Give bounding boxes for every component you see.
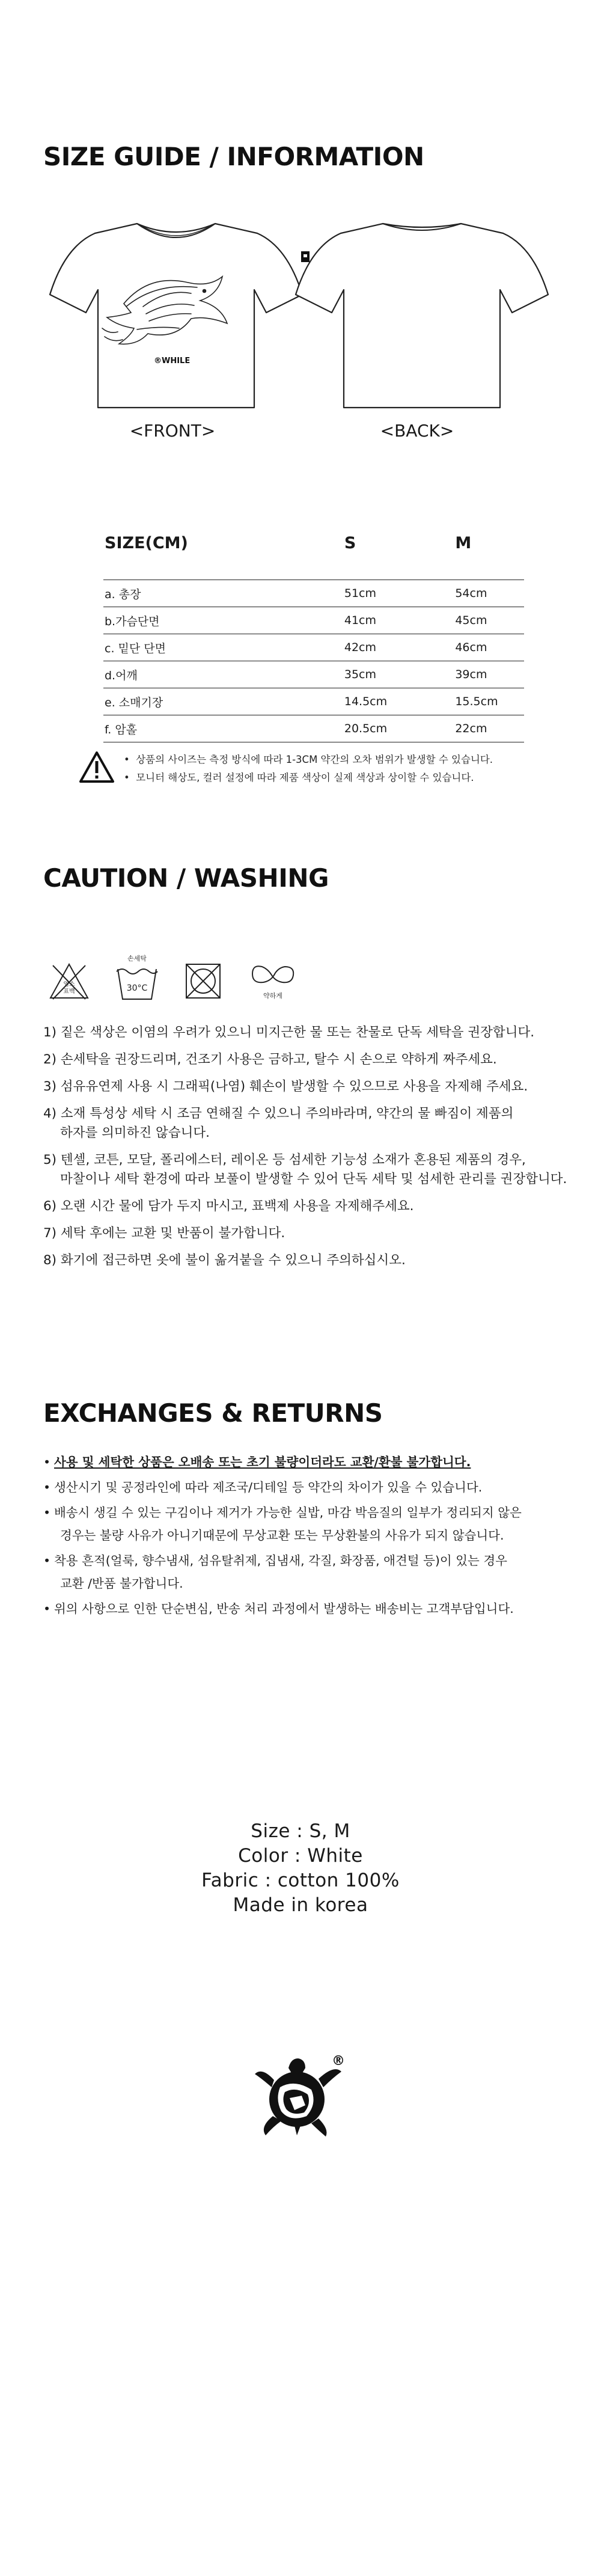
size-table [103,522,524,742]
tshirt-front-illustration [47,216,305,415]
svg-text:손세탁: 손세탁 [127,955,147,962]
notice-text: 상품의 사이즈는 측정 방식에 따라 1-3CM 약간의 오차 범위가 발생할 수 있습니다. [136,754,493,765]
product-info [0,1819,601,1918]
row-label: b.가슴단면 [105,614,160,628]
table-row [103,661,524,688]
header-s: S [344,533,356,552]
exchange-item: • 사용 및 세탁한 상품은 오배송 또는 초기 불량이더라도 교환/환불 불가합니다. [43,1455,471,1469]
caution-item-cont: 하자를 의미하진 않습니다. [60,1125,210,1140]
caution-item: 1) 짙은 색상은 이염의 우려가 있으니 미지근한 물 또는 찬물로 단독 세탁을 권장합니다. [43,1025,535,1040]
warning-icon [78,750,115,784]
table-row [103,580,524,607]
product-size: Size : S, M [251,1820,350,1842]
row-m: 15.5cm [455,695,498,708]
notice-text: 모니터 해상도, 컬러 설정에 따라 제품 색상이 실제 색상과 상이할 수 있습니다. [136,772,474,783]
row-m: 39cm [455,668,487,681]
row-label: d.어깨 [105,668,138,682]
back-label: <BACK> [380,421,454,441]
exchange-item-cont: 경우는 불량 사유가 아니기때문에 무상교환 또는 무상환불의 사유가 되지 않습니다. [60,1528,504,1543]
table-row [103,634,524,661]
caution-item: 6) 오랜 시간 물에 담가 두지 마시고, 표백제 사용을 자제해주세요. [43,1199,414,1214]
caution-item: 5) 텐셀, 코튼, 모달, 폴리에스터, 레이온 등 섬세한 기능성 소재가 혼용된 제품의 경우, [43,1152,526,1167]
row-s: 51cm [344,587,376,600]
row-label: e. 소매기장 [105,696,163,709]
product-fabric: Fabric : cotton 100% [201,1870,400,1891]
caution-item: 4) 소재 특성상 세탁 시 조금 연해질 수 있으니 주의바라며, 약간의 물 빠짐이 제품의 [43,1106,514,1121]
row-s: 20.5cm [344,722,388,735]
exchange-item: • 생산시기 및 공정라인에 따라 제조국/디테일 등 약간의 차이가 있을 수 있습니다. [43,1480,483,1495]
caution-item: 8) 화기에 접근하면 옷에 불이 옮겨붙을 수 있으니 주의하십시오. [43,1253,406,1268]
svg-text:30°C: 30°C [126,984,148,993]
exchange-text: 배송시 생길 수 있는 구김이나 제거가 가능한 실밥, 마감 박음질의 일부가 정리되지 않은 [54,1505,522,1520]
hand-wash-icon [114,953,160,1004]
exchange-text: 위의 사항으로 인한 단순변심, 반송 처리 과정에서 발생하는 배송비는 고객부담입니다. [54,1602,514,1616]
exchange-item: • 배송시 생길 수 있는 구김이나 제거가 가능한 실밥, 마감 박음질의 일부가 정리되지 않은 [43,1505,522,1520]
header-m: M [455,533,472,552]
row-s: 41cm [344,614,376,627]
exchange-item: • 착용 흔적(얼룩, 향수냄새, 섬유탈취제, 집냄새, 각질, 화장품, 애견털 등)이 있는 경우 [43,1553,507,1568]
row-s: 14.5cm [344,695,388,708]
svg-text:표백: 표백 [63,988,75,995]
exchange-text: 사용 및 세탁한 상품은 오배송 또는 초기 불량이더라도 교환/환불 불가합니다. [54,1455,471,1469]
header-size: SIZE(CM) [105,533,188,552]
row-s: 42cm [344,641,376,654]
row-label: c. 밑단 단면 [105,641,166,655]
front-print-logo: ®WHILE [154,356,191,366]
caution-item-cont: 마찰이나 세탁 환경에 따라 보풀이 발생할 수 있어 단독 세탁 및 섬세한 관리를 권장합니다. [60,1172,567,1187]
product-color: Color : White [238,1845,363,1867]
row-label: a. 총장 [105,587,141,601]
exchanges-title: EXCHANGES & RETURNS [43,1398,383,1428]
notice-line: • 모니터 해상도, 컬러 설정에 따라 제품 색상이 실제 색상과 상이할 수 있습니다. [124,772,474,783]
registered-mark: ® [332,2054,345,2069]
front-label: <FRONT> [129,421,216,441]
notice-line: • 상품의 사이즈는 측정 방식에 따라 1-3CM 약간의 오차 범위가 발생할 수 있습니다. [124,754,493,765]
caution-item: 2) 손세탁을 권장드리며, 건조기 사용은 금하고, 탈수 시 손으로 약하게 짜주세요. [43,1052,497,1067]
exchange-item: • 위의 사항으로 인한 단순변심, 반송 처리 과정에서 발생하는 배송비는 고객부담입니다. [43,1602,514,1616]
size-table-header [103,522,524,564]
row-m: 45cm [455,614,487,627]
caution-item: 3) 섬유유연제 사용 시 그래픽(나염) 훼손이 발생할 수 있으므로 사용을 자제해 주세요. [43,1079,528,1094]
row-label: f. 암홀 [105,723,138,736]
caution-title: CAUTION / WASHING [43,863,329,893]
exchange-text: 착용 흔적(얼룩, 향수냄새, 섬유탈취제, 집냄새, 각질, 화장품, 애견털 등)이 있는 경우 [54,1553,507,1568]
svg-text:염소: 염소 [63,981,75,988]
product-origin: Made in korea [233,1894,368,1916]
size-notice [78,749,535,791]
table-row [103,607,524,634]
caution-list [43,1023,572,1270]
caution-item: 7) 세탁 후에는 교환 및 반품이 불가합니다. [43,1226,285,1241]
svg-text:약하게: 약하게 [263,992,282,1000]
row-m: 54cm [455,587,487,600]
row-s: 35cm [344,668,376,681]
table-row [103,715,524,742]
exchange-item-cont: 교환 /반품 불가합니다. [60,1576,183,1591]
row-m: 46cm [455,641,487,654]
size-guide-title: SIZE GUIDE / INFORMATION [43,142,424,171]
exchange-text: 생산시기 및 공정라인에 따라 제조국/디테일 등 약간의 차이가 있을 수 있습니다. [54,1480,483,1495]
tshirt-back-illustration [293,216,551,415]
row-m: 22cm [455,722,487,735]
no-tumble-dry-icon [184,962,222,1000]
gentle-wring-icon [246,961,300,1003]
table-row [103,688,524,715]
no-bleach-icon [48,961,90,1003]
turtle-logo-icon [251,2056,353,2140]
exchanges-list [43,1452,572,1618]
